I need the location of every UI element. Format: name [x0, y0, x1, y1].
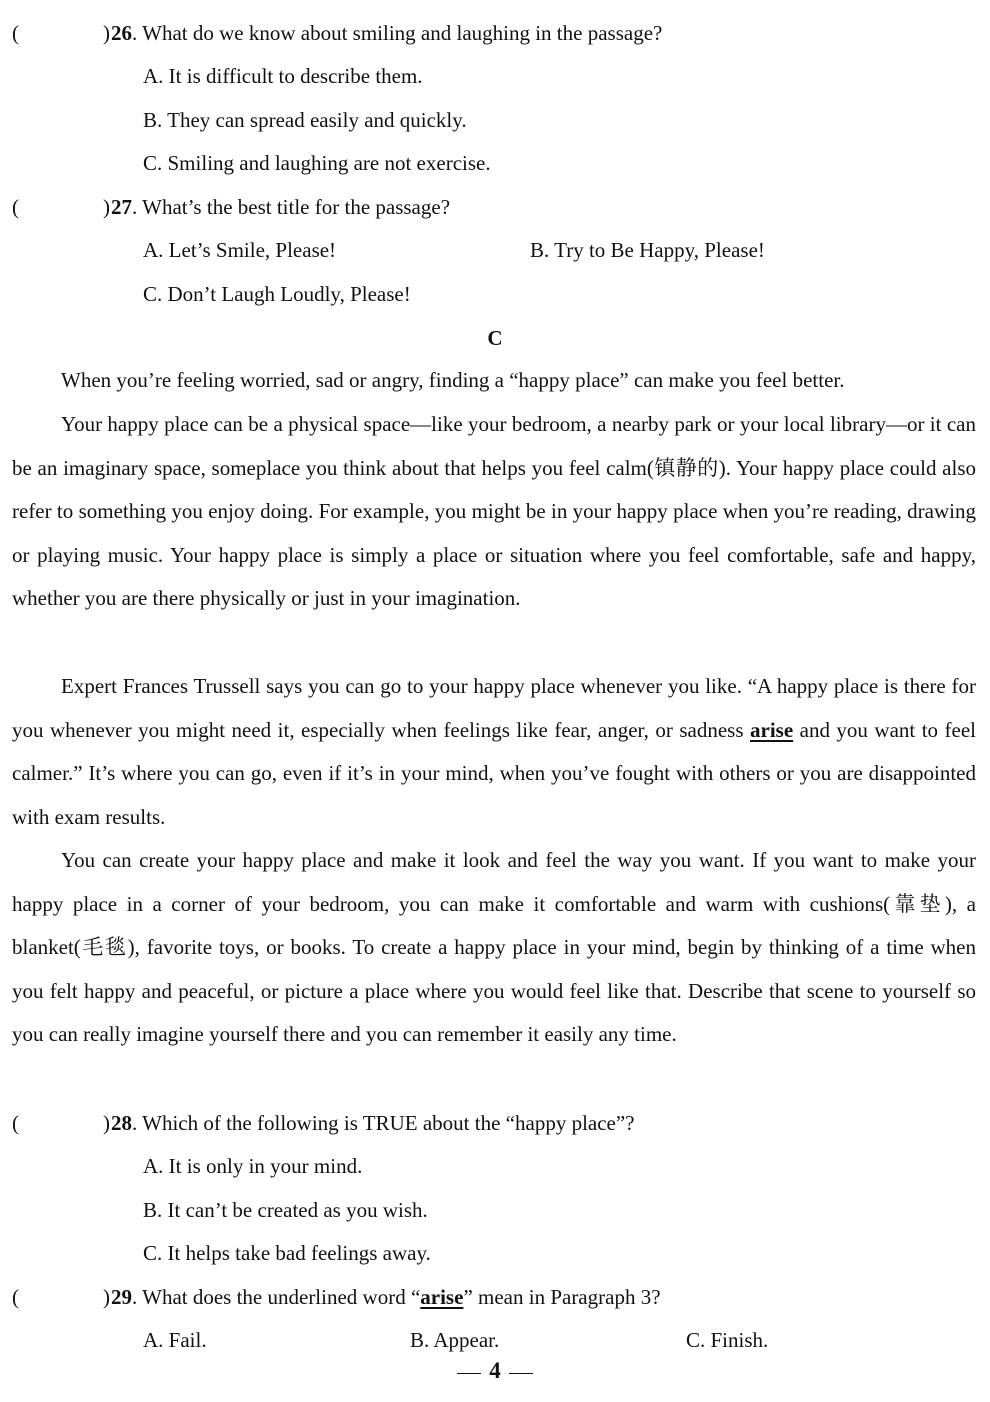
q28-option-a: A. It is only in your mind.: [143, 1154, 363, 1178]
question-29: [12, 1282, 976, 1312]
underlined-word: arise: [420, 1285, 464, 1309]
q26-option-a: A. It is difficult to describe them.: [143, 64, 423, 88]
question-stem: [111, 1282, 661, 1312]
question-number: 29: [111, 1285, 132, 1309]
answer-bracket-close: ): [103, 21, 110, 45]
question-text: ” mean in Paragraph 3?: [463, 1285, 661, 1309]
passage-paragraph-4: You can create your happy place and make it look and feel the way you want. If you want to make your happy place in a corner of your bedroom, you can make it comfortable and warm with cushions(靠垫), a blanket(毛毯), favorite toys, or books. To create a happy place in your mind, begin by thinking of a time when you felt happy and peaceful, or picture a place where you would feel like that. Describe that scene to yourself so you can really imagine yourself there and you can remember it easily any time.: [12, 848, 976, 1047]
question-stem: [111, 1108, 635, 1138]
underlined-word: arise: [750, 717, 794, 742]
answer-bracket-open: (: [12, 1111, 19, 1135]
question-text: . What’s the best title for the passage?: [132, 195, 451, 219]
q27-option-c: C. Don’t Laugh Loudly, Please!: [143, 282, 411, 306]
answer-bracket-open: (: [12, 21, 19, 45]
question-text: . Which of the following is TRUE about the “happy place”?: [132, 1111, 635, 1135]
question-26: [12, 18, 976, 48]
q26-option-b: B. They can spread easily and quickly.: [143, 108, 467, 132]
section-title: C: [487, 326, 503, 350]
answer-bracket-open: (: [12, 195, 19, 219]
answer-bracket-open: (: [12, 1285, 19, 1309]
passage-paragraph-2: Your happy place can be a physical space—like your bedroom, a nearby park or your local library—or it can be an imaginary space, someplace you think about that helps you feel calm(镇静的). Your happy place could also refer to something you enjoy doing. For example, you might be in your happy place when you’re reading, drawing or playing music. Your happy place is simply a place or situation where you feel comfortable, safe and happy, whether you are there physically or just in your imagination.: [12, 412, 976, 611]
paragraph-text: and you want to feel calmer.” It’s where you can go, even if it’s in your mind, when you’ve fought with others or you are disappointed with exam results.: [12, 717, 976, 829]
q27-option-a: A. Let’s Smile, Please!: [143, 238, 337, 262]
q29-option-c: C. Finish.: [686, 1328, 769, 1352]
footer-dash: [509, 1373, 533, 1374]
answer-bracket-close: ): [103, 1285, 110, 1309]
q28-option-c: C. It helps take bad feelings away.: [143, 1241, 431, 1265]
page-number: 4: [489, 1358, 501, 1383]
footer-dash: [457, 1373, 481, 1374]
page-footer: [0, 1356, 990, 1386]
question-number: 28: [111, 1111, 132, 1135]
q29-option-a: A. Fail.: [143, 1328, 207, 1352]
q26-option-c: C. Smiling and laughing are not exercise.: [143, 151, 491, 175]
question-stem: [111, 192, 450, 222]
passage-paragraph-3: [12, 665, 976, 839]
question-number: 26: [111, 21, 132, 45]
paragraph-text: Expert Frances Trussell says you can go to your happy place whenever you like. “A happy place is there for you whenever you might need it, especially when feelings like fear, anger, or sadness: [12, 674, 976, 742]
question-28: [12, 1108, 976, 1138]
answer-bracket-close: ): [103, 1111, 110, 1135]
question-text: . What does the underlined word “: [132, 1285, 421, 1309]
q29-option-b: B. Appear.: [410, 1328, 500, 1352]
question-text: . What do we know about smiling and laughing in the passage?: [132, 21, 663, 45]
q28-option-b: B. It can’t be created as you wish.: [143, 1198, 428, 1222]
question-number: 27: [111, 195, 132, 219]
question-27: [12, 192, 976, 222]
question-stem: [111, 18, 662, 48]
answer-bracket-close: ): [103, 195, 110, 219]
passage-paragraph-1: When you’re feeling worried, sad or angry, finding a “happy place” can make you feel better.: [61, 368, 845, 392]
q27-option-b: B. Try to Be Happy, Please!: [530, 238, 765, 262]
